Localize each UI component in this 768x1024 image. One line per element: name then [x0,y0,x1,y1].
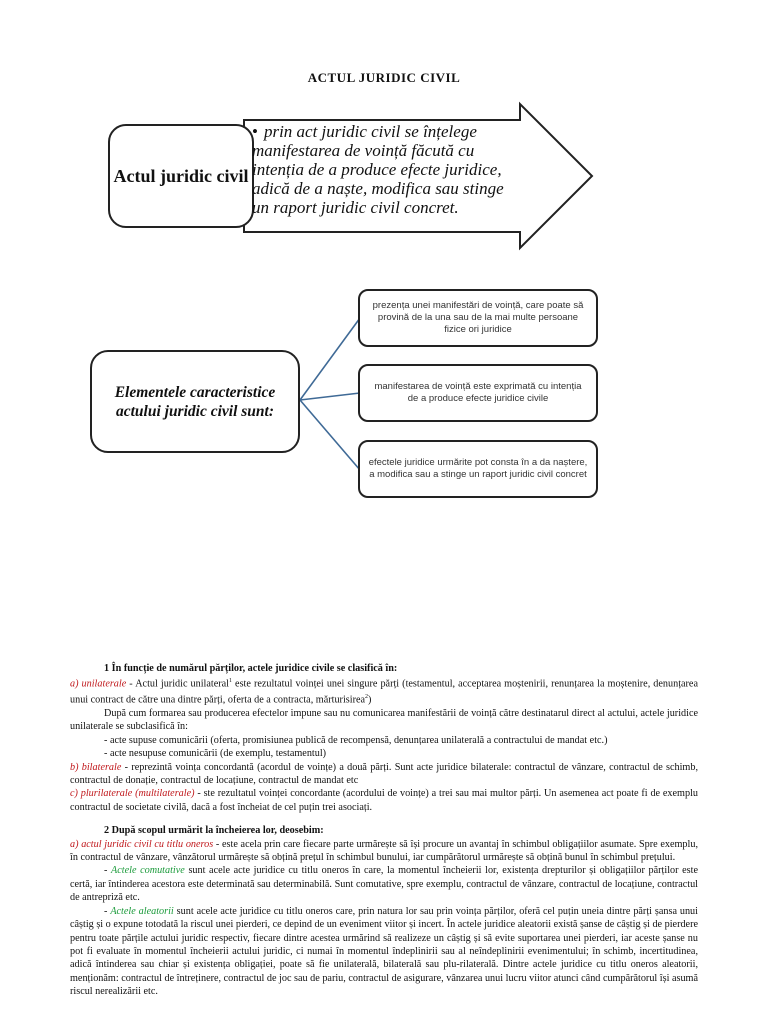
elements-box [90,350,300,453]
section1-p3: - acte supuse comunicării (oferta, promisiunea publică de recompensă, denunțarea unilaterală a contractului de mandat etc.) [104,734,608,746]
elements-label: Elementele caracteristice actului juridic civil sunt: [114,383,276,420]
oneros-text: - este acela prin care fiecare parte urmărește să își procure un avantaj în schimbul obligațiilor asumate. Spre exemplu, în contractul de vânzare, vânzătorul urmărește să obțină prețul în schimbul bunului, iar cumpărătorul urmărește să obțină bunul în schimbul prețului. [70,838,698,864]
bilaterale-label: b) bilaterale [70,761,122,773]
act-juridic-label: Actul juridic civil [113,165,249,186]
page-title: ACTUL JURIDIC CIVIL [307,70,461,85]
comutative-prefix: - [104,865,112,877]
comutative-label: Actele comutative [111,865,185,877]
section2-heading: 2 După scopul urmărit la încheierea lor, deosebim: [104,825,324,837]
section1-c [70,787,698,814]
section1-heading: 1 În funcție de numărul părților, actele juridice civile se clasifică în: [104,663,398,674]
oneros-label: a) actul juridic civil cu titlu oneros [70,838,214,850]
element-item-1 [358,289,598,347]
element-item-3 [358,440,598,498]
aleatorii-label: Actele aleatorii [110,905,174,917]
footnote-2: 2 [365,694,369,701]
element-item-2 [358,364,598,422]
unilaterale-label: a) unilaterale [70,678,127,690]
unilaterale-text-3: ) [368,694,372,706]
section1-p2: După cum formarea sau producerea efectelor impune sau nu comunicarea manifestării de voință către destinatarul direct al actului, actele juridice unilaterale se subclasifică în: [70,708,698,733]
comutative-text: sunt acele acte juridice cu titlu oneros în care, la momentul încheierii lor, existența drepturilor și obligațiilor părților este certă, iar întinderea acestora este determinată sau determinabilă. Sunt comutative, spre exemplu, contractul de vânzare, contractul de locațiune, contractul de antrepriză etc. [70,865,698,904]
plurilaterale-label: c) plurilaterale (multilaterale) [70,788,195,800]
section2-aleatorii [70,905,698,999]
aleatorii-text: sunt acele acte juridice cu titlu oneros care, prin natura lor sau prin voința părților, oferă cel puțin uneia dintre părți șansa unui câștig și o expune totodată la riscul unei pierderi, ce depind de un eveniment viitor și incert. În actele juridice aleatorii există șanse de câștig și de pierdere pentru toate părțile actului juridic respectiv, fiecare dintre acestea urmărind să realizeze un câștig și să evite suportarea unei pierderi, iar aceste șanse nu pot fi evaluate în momentul încheierii actului juridic, ci numai în momentul îndeplinirii sau al neîndeplinirii evenimentului; în schimb, incertitudinea, adică întinderea sau chiar și existența obligației, poate să fie unilaterală, bilaterală sau plu-rilaterală. Dintre actele juridice cu titlu oneros aleatorii, menționăm: contractul de întreținere, contractul de joc sau de pariu, contractul de asigurare, vânzarea unui lucru viitor atunci când cumpărătorul își asumă riscul nerealizării etc. [70,905,698,998]
section2-a [70,838,698,865]
section1-p4: - acte nesupuse comunicării (de exemplu, testamentul) [104,748,327,760]
bilaterale-text: - reprezintă voința concordantă (acordul de voințe) a două părți. Sunt acte juridice bilaterale: contractul de vânzare, contractul de schimb, contractul de donație, contractul de locațiune, contractul de mandat etc [70,761,698,787]
element-item-2-text: manifestarea de voință este exprimată cu intenția de a produce efecte juridice civile [374,381,582,404]
section1-b [70,761,698,788]
plurilaterale-text: - ste rezultatul voinței concordante (acordului de voințe) a trei sau mai multor părți. Un asemenea act poate fi de exemplu contractul de societate civilă, dacă a fost încheiat de cel puțin trei asociați. [70,788,698,813]
body-text [70,662,698,999]
footnote-1: 1 [229,678,232,685]
arrow-text [252,122,522,217]
unilaterale-text-1: - Actul juridic unilateral [126,678,229,690]
definition-text: prin act juridic civil se înțelege manifestarea de voință făcută cu intenția de a produce efecte juridice, adică de a naște, modifica sau stinge un raport juridic civil concret. [252,122,504,217]
act-juridic-box [108,124,254,228]
aleatorii-prefix: - [104,905,111,917]
connector-lines [298,310,362,480]
unilaterale-text-2: este rezultatul voinței unei singure părți (testamentul, acceptarea moștenirii, renunțarea la moștenire, denunțarea unui contract de către una dintre părți, oferta de a contracta, mărturisirea [70,678,698,706]
section2-comutative [70,864,698,904]
bullet-icon: • [252,122,258,141]
element-item-1-text: prezența unei manifestări de voință, care poate să provină de la una sau de la mai multe persoane fizice ori juridice [372,300,584,335]
section1-a [70,675,698,707]
element-item-3-text: efectele juridice urmărite pot consta în a da naștere, a modifica sau a stinge un raport juridic civil concret [368,457,588,480]
